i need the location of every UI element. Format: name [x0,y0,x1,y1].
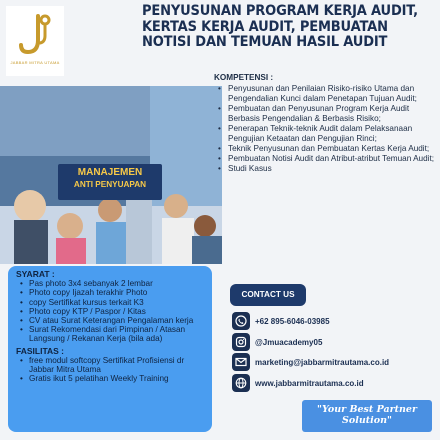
kompetensi-heading: KOMPETENSI : [214,73,274,82]
instagram-handle: @Jmuacademy05 [255,337,323,347]
title-line: PENYUSUNAN PROGRAM KERJA AUDIT, [142,3,418,19]
syarat-fasilitas-box [8,266,212,432]
contact-email[interactable] [232,353,389,371]
logo-mark-icon [18,12,52,58]
instagram-icon [232,333,250,351]
tagline-box [302,400,432,432]
list-item: • Penyusunan dan Penilaian Risiko-risiko Utama dan Pengendalian Kunci dalam Penetapan Tujuan Audit; [218,84,436,104]
contact-us-button[interactable]: CONTACT US [230,284,306,306]
contact-instagram[interactable] [232,333,322,351]
list-item: • Teknik Penyusunan dan Pembuatan Kertas Kerja Audit; [218,144,436,154]
whatsapp-phone-icon [232,312,250,330]
list-item: • Pas photo 3x4 sebanyak 2 lembar [20,279,204,288]
syarat-list [20,279,204,343]
tagline-line: "Your Best Partner [317,404,417,415]
list-item: • Photo copy Ijazah terakhir Photo [20,288,204,297]
list-item: • Studi Kasus [218,164,436,174]
globe-icon [232,374,250,392]
list-item: • Surat Rekomendasi dari Pimpinan / Atasan Langsung / Rekanan Kerja (bila ada) [20,325,204,343]
kompetensi-list [218,84,436,174]
list-item: • Penerapan Teknik-teknik Audit dalam Pelaksanaan Pengujian Ketaatan dan Pengujian Rinci; [218,124,436,144]
classroom-photo [0,86,222,264]
fasilitas-heading: FASILITAS : [16,345,65,356]
tagline-line: Solution" [342,415,392,426]
company-logo [6,6,64,76]
fasilitas-list [20,356,204,384]
title-line: NOTISI DAN TEMUAN HASIL AUDIT [142,34,388,50]
mail-icon [232,353,250,371]
email-address: marketing@jabbarmitrautama.co.id [255,357,390,367]
syarat-heading: SYARAT : [16,269,55,279]
logo-text: JABBAR MITRA UTAMA [10,60,60,65]
website-url: www.jabbarmitrautama.co.id [255,378,364,388]
list-item: • Pembuatan Notisi Audit dan Atribut-atribut Temuan Audit; [218,154,436,164]
list-item: • Gratis ikut 5 pelatihan Weekly Training [20,374,204,383]
list-item: • free modul softcopy Sertifikat Profisiensi dr Jabbar Mitra Utama [20,356,204,374]
page-title [142,3,418,51]
kompetensi-section [214,73,436,174]
list-item: • CV atau Surat Keterangan Pengalaman kerja [20,316,204,325]
contact-website[interactable] [232,374,364,392]
phone-number: +62 895-6046-03985 [255,316,330,326]
contact-phone[interactable] [232,312,330,330]
title-line: KERTAS KERJA AUDIT, PEMBUATAN [142,18,388,35]
badge-title: MANAJEMEN [77,167,143,178]
list-item: • Pembuatan dan Penyusunan Program Kerja Audit Berbasis Pengendalian & Berbasis Risiko; [218,104,436,124]
badge-anti-penyuapan [58,164,162,200]
list-item: • Photo copy KTP / Paspor / Kitas [20,307,204,316]
badge-subtitle: ANTI PENYUAPAN [73,180,147,189]
list-item: • copy Sertifikat kursus terkait K3 [20,298,204,307]
